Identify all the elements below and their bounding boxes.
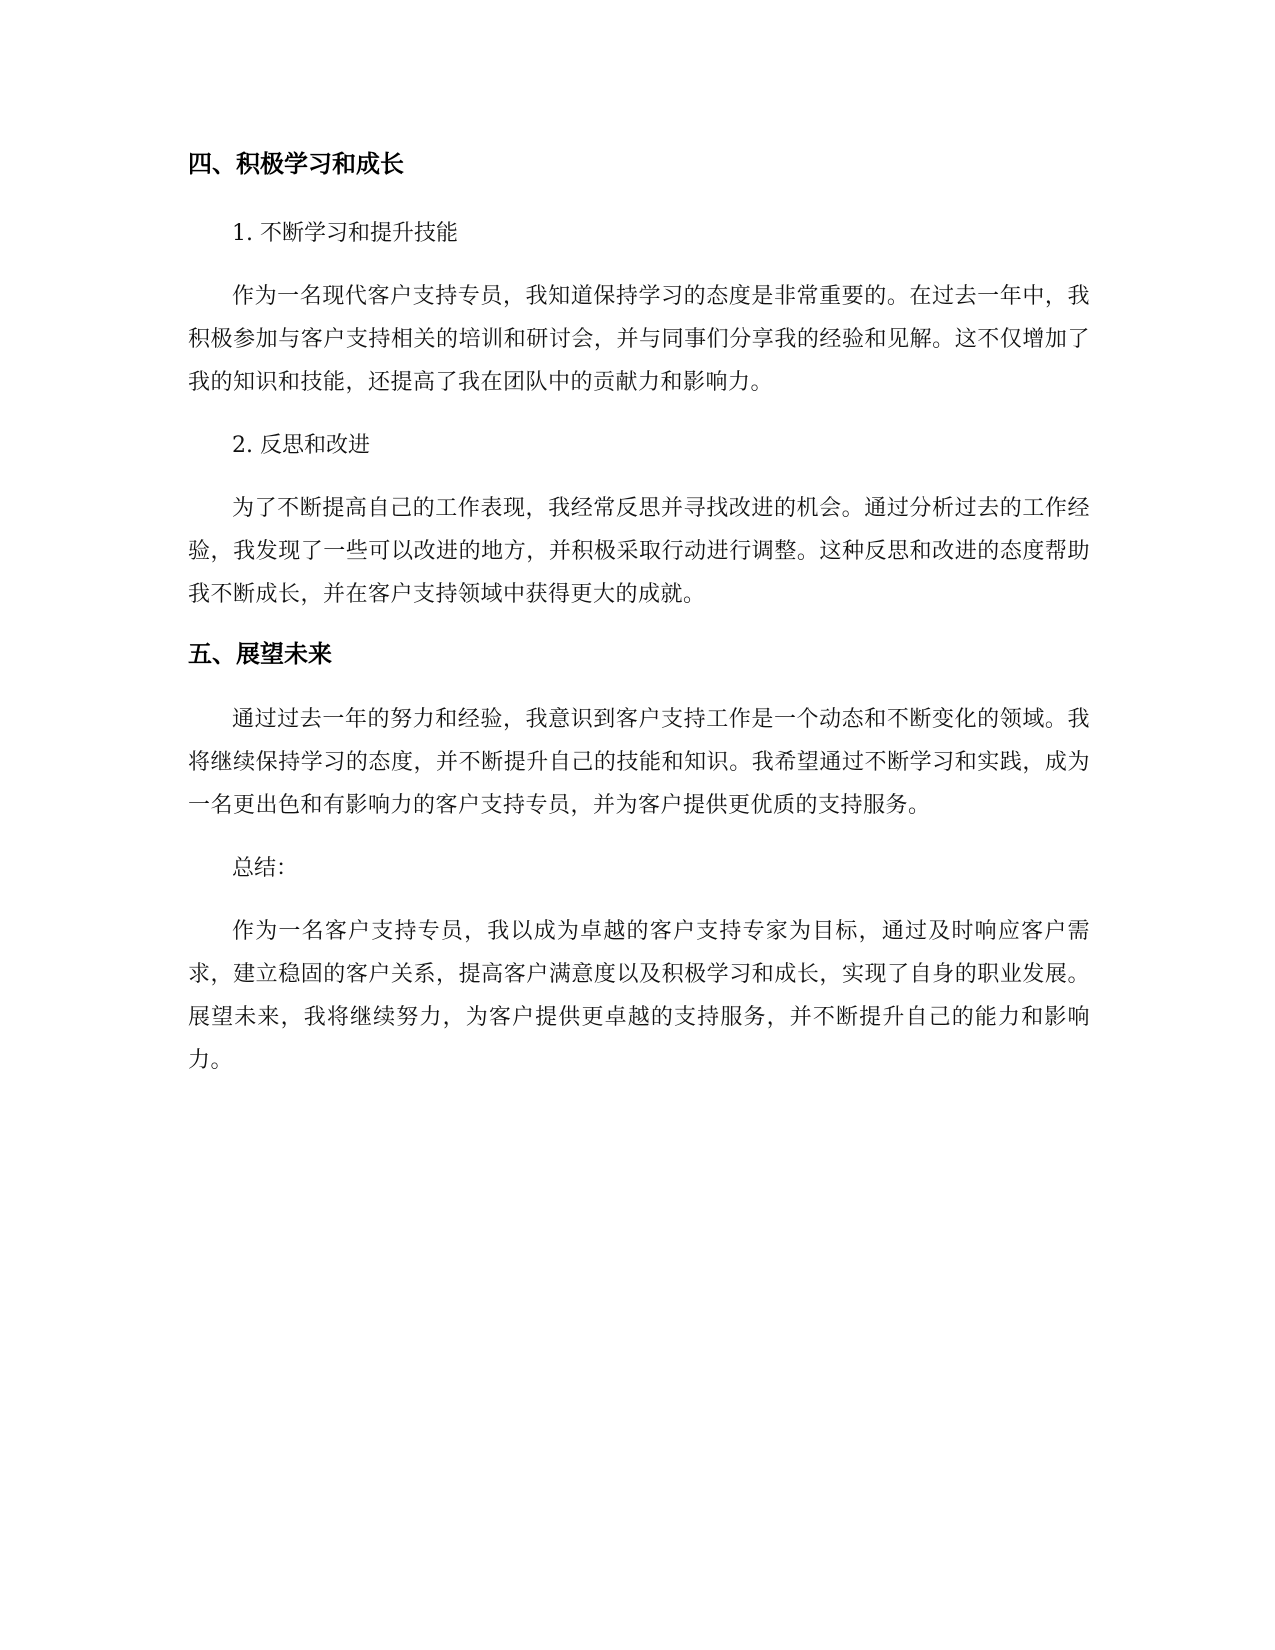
subsection-title-reflection: 2. 反思和改进 xyxy=(232,433,370,458)
paragraph-outlook: 通过过去一年的努力和经验，我意识到客户支持工作是一个动态和不断变化的领域。我将继续保持学习的态度，并不断提升自己的技能和知识。我希望通过不断学习和实践，成为一名更出色和有影响力的客户支持专员，并为客户提供更优质的支持服务。 xyxy=(188,707,1090,818)
section-heading-learning-growth: 四、积极学习和成长 xyxy=(188,150,404,178)
document-body xyxy=(188,146,1090,1102)
paragraph-reflection: 为了不断提高自己的工作表现，我经常反思并寻找改进的机会。通过分析过去的工作经验，我发现了一些可以改进的地方，并积极采取行动进行调整。这种反思和改进的态度帮助我不断成长，并在客户支持领域中获得更大的成就。 xyxy=(188,496,1090,607)
summary-label: 总结： xyxy=(232,856,299,881)
subsection-title-continuous-learning: 1. 不断学习和提升技能 xyxy=(232,221,458,246)
paragraph-summary: 作为一名客户支持专员，我以成为卓越的客户支持专家为目标，通过及时响应客户需求，建立稳固的客户关系，提高客户满意度以及积极学习和成长，实现了自身的职业发展。展望未来，我将继续努力，为客户提供更卓越的支持服务，并不断提升自己的能力和影响力。 xyxy=(188,919,1090,1073)
paragraph-continuous-learning: 作为一名现代客户支持专员，我知道保持学习的态度是非常重要的。在过去一年中，我积极参加与客户支持相关的培训和研讨会，并与同事们分享我的经验和见解。这不仅增加了我的知识和技能，还提高了我在团队中的贡献力和影响力。 xyxy=(188,284,1090,395)
section-heading-outlook: 五、展望未来 xyxy=(188,640,332,668)
